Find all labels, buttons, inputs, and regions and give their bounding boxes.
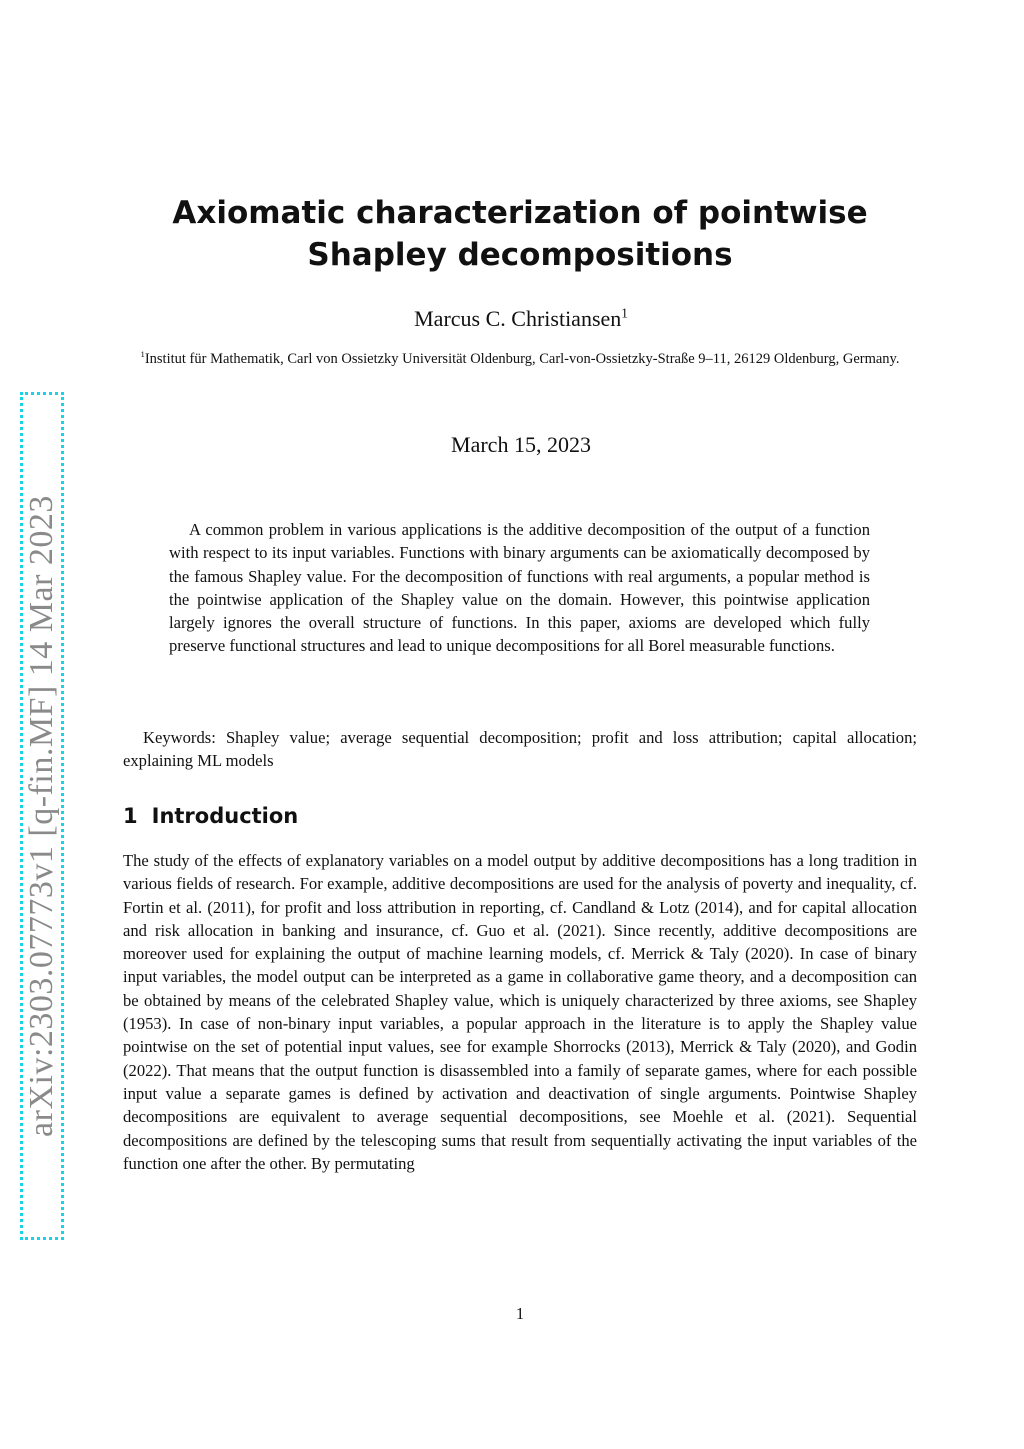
arxiv-side-stamp[interactable] [20,392,64,1240]
affiliation [120,349,920,370]
paper-title: Axiomatic characterization of pointwise Shapley decompositions [172,195,868,273]
affiliation-mark: 1 [140,349,145,360]
section-heading-introduction [123,801,298,831]
page-number: 1 [515,1304,525,1323]
abstract: A common problem in various applications is the additive decomposition of the output of a function with respect to its input variables. Functions with binary arguments can be axiomatically decomposed by the famous Shapley value. For the decomposition of functions with real arguments, a popular method is the pointwise application of the Shapley value on the domain. However, this pointwise application largely ignores the overall structure of functions. In this paper, axioms are developed which fully preserve functional structures and lead to unique decompositions for all Borel measurable functions. [169,520,870,656]
keywords: Keywords: Shapley value; average sequential decomposition; profit and loss attribution; capital allocation; explaining ML models [123,728,917,771]
author-line [0,306,1024,332]
section-title: Introduction [151,804,299,828]
affiliation-text: Institut für Mathematik, Carl von Ossietzky Universität Oldenburg, Carl-von-Ossietzky-Straße 9–11, 26129 Oldenburg, Germany. [144,351,900,367]
paper-date: March 15, 2023 [451,432,591,457]
author-affiliation-mark: 1 [621,305,628,321]
section-number: 1 [123,804,138,828]
author-name: Marcus C. Christiansen [414,306,622,331]
introduction-paragraph: The study of the effects of explanatory variables on a model output by additive decompositions has a long tradition in various fields of research. For example, additive decompositions are used for the analysis of poverty and inequality, cf. Fortin et al. (2011), for profit and loss attribution in reporting, cf. Candland & Lotz (2014), and for capital allocation and risk allocation in banking and insurance, cf. Guo et al. (2021). Since recently, additive decompositions are moreover used for explaining the output of machine learning models, cf. Merrick & Taly (2020). In case of binary input variables, the model output can be interpreted as a game in collaborative game theory, and a decomposition can be obtained by means of the celebrated Shapley value, which is uniquely characterized by three axioms, see Shapley (1953). In case of non-binary input variables, a popular approach in the literature is to apply the Shapley value pointwise on the set of potential input values, see for example Shorrocks (2013), Merrick & Taly (2020), and Godin (2022). That means that the output function is disassembled into a family of separate games, where for each possible input value a separate games is defined by activation and deactivation of single arguments. Pointwise Shapley decompositions are equivalent to average sequential decompositions, see Moehle et al. (2021). Sequential decompositions are defined by the telescoping sums that result from sequentially activating the input variables of the function one after the other. By permutating [123,851,917,1173]
arxiv-identifier: arXiv:2303.07773v1 [q-fin.MF] 14 Mar 2023 [23,495,60,1137]
